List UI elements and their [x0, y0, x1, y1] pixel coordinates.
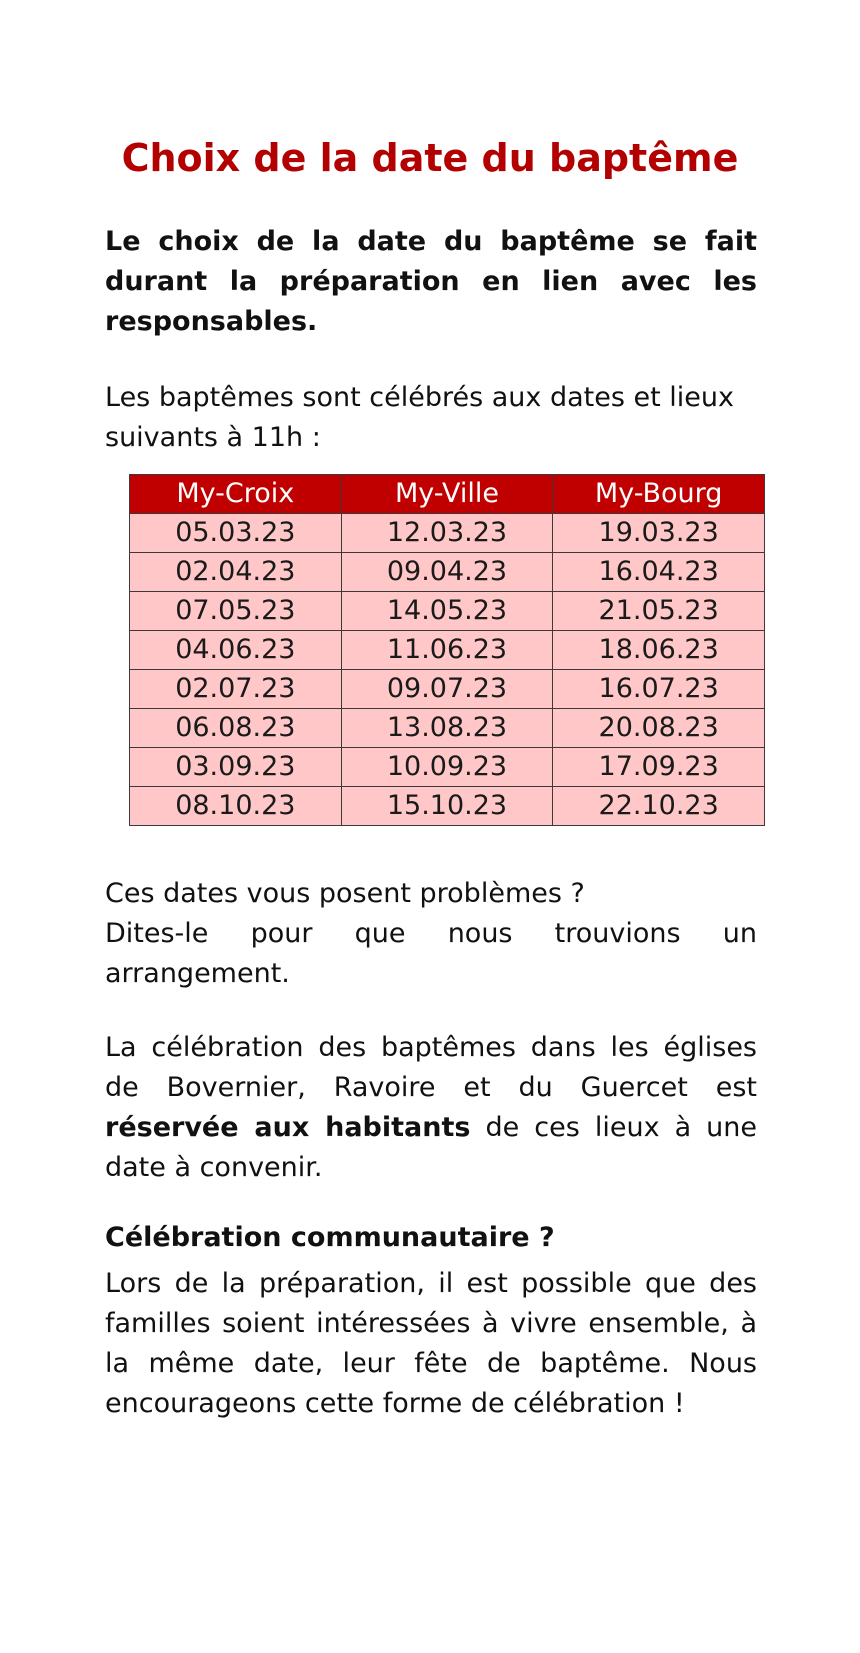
table-row — [130, 787, 765, 826]
table-cell: 18.06.23 — [553, 631, 765, 670]
column-header-my-croix: My-Croix — [130, 475, 342, 514]
table-cell: 04.06.23 — [130, 631, 342, 670]
table-cell: 19.03.23 — [553, 514, 765, 553]
table-cell: 12.03.23 — [341, 514, 553, 553]
table-row — [130, 514, 765, 553]
table-cell: 16.07.23 — [553, 670, 765, 709]
problem-question: Ces dates vous posent problèmes ? — [105, 878, 585, 909]
table-cell: 02.04.23 — [130, 553, 342, 592]
table-cell: 10.09.23 — [341, 748, 553, 787]
problem-answer: Dites-le pour que nous trouvions un arrangement. — [105, 918, 757, 989]
table-cell: 17.09.23 — [553, 748, 765, 787]
table-header-row — [130, 475, 765, 514]
table-cell: 09.04.23 — [341, 553, 553, 592]
table-cell: 07.05.23 — [130, 592, 342, 631]
table-cell: 06.08.23 — [130, 709, 342, 748]
schedule-lead-paragraph: Les baptêmes sont célébrés aux dates et lieux suivants à 11h : — [105, 382, 734, 453]
intro-paragraph: Le choix de la date du baptême se fait durant la préparation en lien avec les responsables. — [105, 226, 757, 337]
table-cell: 11.06.23 — [341, 631, 553, 670]
table-row — [130, 709, 765, 748]
table-row — [130, 748, 765, 787]
table-cell: 03.09.23 — [130, 748, 342, 787]
table-cell: 02.07.23 — [130, 670, 342, 709]
reserved-text-after: de ces lieux à une date à convenir. — [105, 1112, 757, 1183]
table-cell: 20.08.23 — [553, 709, 765, 748]
table-cell: 13.08.23 — [341, 709, 553, 748]
problem-section — [105, 874, 757, 994]
table-cell: 08.10.23 — [130, 787, 342, 826]
table-row — [130, 631, 765, 670]
schedule-table-container — [129, 474, 765, 826]
table-row — [130, 592, 765, 631]
table-cell: 16.04.23 — [553, 553, 765, 592]
table-cell: 22.10.23 — [553, 787, 765, 826]
table-cell: 09.07.23 — [341, 670, 553, 709]
column-header-my-ville: My-Ville — [341, 475, 553, 514]
table-cell: 15.10.23 — [341, 787, 553, 826]
reserved-paragraph — [105, 1028, 757, 1188]
community-paragraph: Lors de la préparation, il est possible que des familles soient intéressées à vivre ensemble, à la même date, leur fête de baptême. Nous encourageons cette forme de célébration ! — [105, 1268, 757, 1419]
reserved-emphasis: réservée aux habitants — [105, 1112, 471, 1143]
table-cell: 14.05.23 — [341, 592, 553, 631]
column-header-my-bourg: My-Bourg — [553, 475, 765, 514]
table-cell: 05.03.23 — [130, 514, 342, 553]
schedule-table — [129, 474, 765, 826]
table-row — [130, 553, 765, 592]
table-cell: 21.05.23 — [553, 592, 765, 631]
community-heading: Célébration communautaire ? — [105, 1222, 555, 1253]
page-title: Choix de la date du baptême — [121, 136, 739, 180]
table-row — [130, 670, 765, 709]
reserved-text-before: La célébration des baptêmes dans les églises de Bovernier, Ravoire et du Guercet est — [105, 1032, 757, 1103]
